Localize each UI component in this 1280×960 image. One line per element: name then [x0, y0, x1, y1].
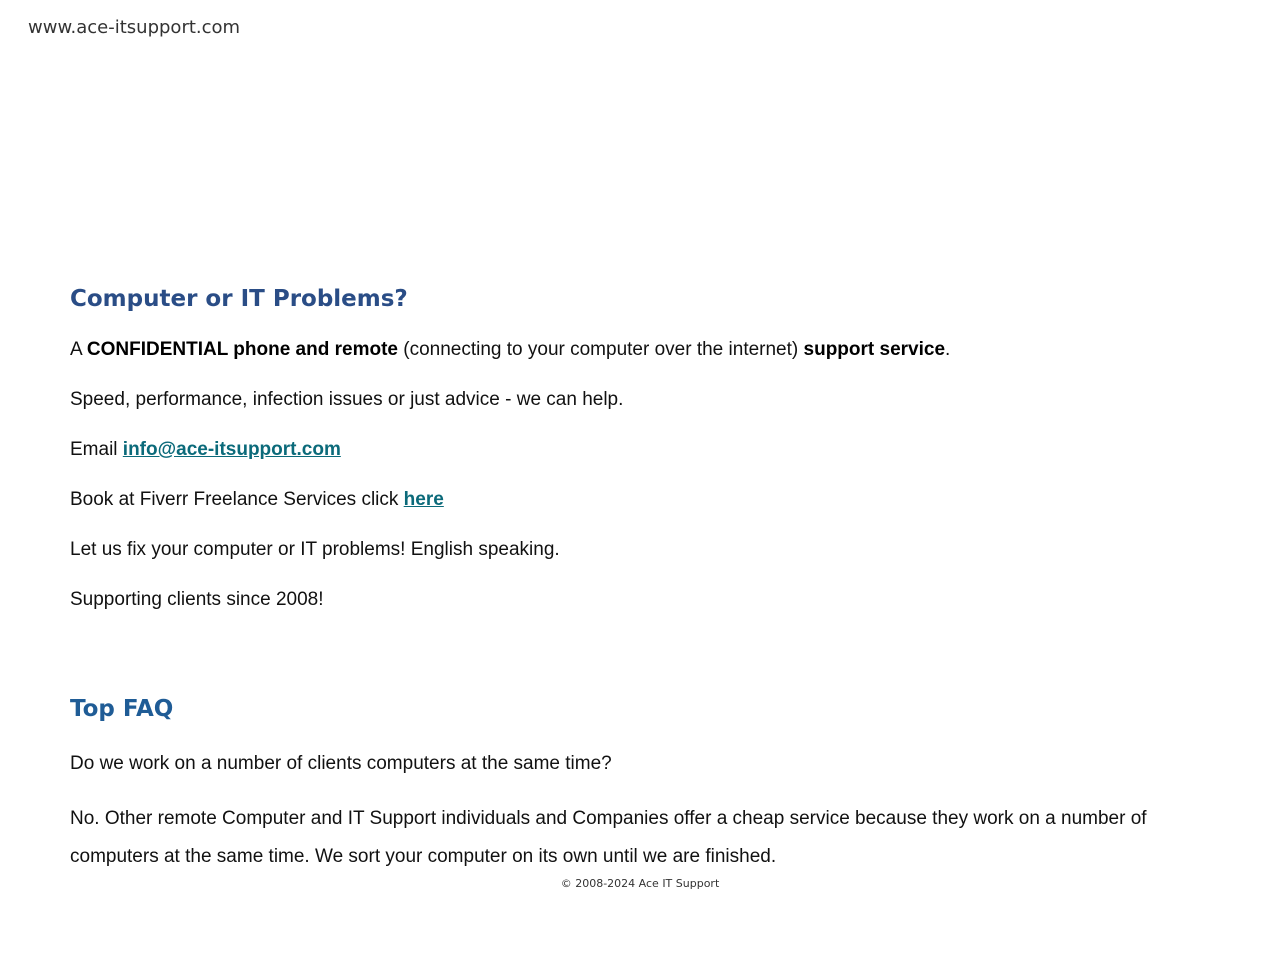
since-line: Supporting clients since 2008!	[70, 589, 324, 610]
faq-question: Do we work on a number of clients computers at the same time?	[70, 753, 612, 774]
faq-title: Top FAQ	[70, 696, 174, 722]
speed-line: Speed, performance, infection issues or just advice - we can help.	[70, 389, 624, 410]
intro-bold-confidential: CONFIDENTIAL phone and remote	[86, 339, 398, 360]
fix-line: Let us fix your computer or IT problems! English speaking.	[70, 539, 560, 560]
email-link[interactable]: info@ace-itsupport.com	[122, 439, 341, 460]
copyright-footer: © 2008-2024 Ace IT Support	[560, 877, 720, 890]
email-label: Email	[70, 439, 123, 460]
intro-prefix: A	[70, 339, 87, 360]
intro-bold-support: support service	[803, 339, 946, 360]
faq-answer: No. Other remote Computer and IT Support individuals and Companies offer a cheap service because they work on a number of computers at the same time. We sort your computer on its own until we are finished.	[70, 808, 1147, 867]
site-url: www.ace-itsupport.com	[28, 17, 241, 38]
problems-title: Computer or IT Problems?	[70, 286, 408, 312]
fiverr-here-link[interactable]: here	[403, 489, 444, 510]
fiverr-label: Book at Fiverr Freelance Services click	[70, 489, 404, 510]
intro-suffix: .	[945, 339, 951, 360]
email-line	[70, 438, 341, 462]
intro-line	[70, 338, 950, 362]
intro-middle: (connecting to your computer over the internet)	[397, 339, 804, 360]
fiverr-line	[70, 488, 444, 512]
